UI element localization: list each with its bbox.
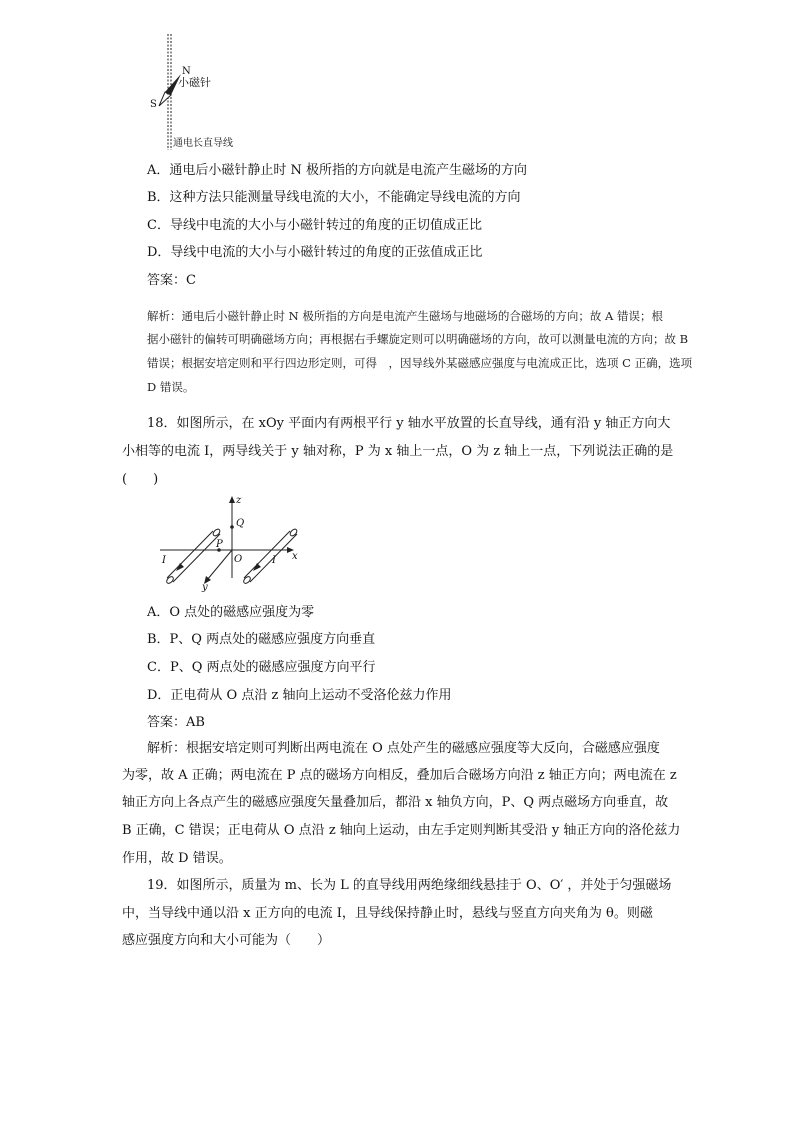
q18-option-d: D．正电荷从 O 点沿 z 轴向上运动不受洛伦兹力作用: [147, 688, 452, 703]
label-o: O: [234, 554, 243, 565]
left-wire-edge-2: [173, 534, 220, 582]
right-wire-top-end: [289, 528, 298, 537]
q18-analysis-line-3: 轴正方向上各点产生的磁感应强度矢量叠加后，都沿 x 轴负方向，P、Q 两点磁场方向垂直，故: [122, 795, 669, 810]
q19-stem-line-1: 19．如图所示，质量为 m、长为 L 的直导线用两绝缘细线悬挂于 O、O′ ，并处于匀强磁场: [147, 878, 672, 893]
q18-analysis-line-4: B 正确，C 错误；正电荷从 O 点沿 z 轴向上运动，由左手定则判断其受沿 y 轴正方向的洛伦兹力: [122, 823, 681, 838]
q17-option-b: B．这种方法只能测量导线电流的大小，不能确定导线电流的方向: [147, 190, 521, 205]
label-s: S: [150, 99, 157, 110]
q18-analysis-line-5: 作用，故 D 错误。: [122, 851, 232, 866]
z-arrow: [229, 496, 235, 503]
q19-stem-line-2: 中，当导线中通以沿 x 正方向的电流 I，且导线保持静止时，悬线与竖直方向夹角为 θ。则磁: [122, 906, 653, 921]
label-wire: 通电长直导线: [173, 138, 233, 149]
left-wire-bottom-end: [165, 575, 174, 584]
q17-option-a: A．通电后小磁针静止时 N 极所指的方向就是电流产生磁场的方向: [147, 163, 528, 178]
label-y: y: [202, 582, 208, 593]
right-wire-bottom-end: [242, 575, 251, 584]
q17-answer: 答案：C: [147, 273, 196, 288]
point-q: [230, 525, 234, 529]
q18-stem-line-1: 18．如图所示，在 xOy 平面内有两根平行 y 轴水平放置的长直导线，通有沿 y 轴正方向大: [147, 416, 671, 431]
q18-analysis-line-2: 为零，故 A 正确；两电流在 P 点的磁场方向相反，叠加后合磁场方向沿 z 轴正方向；两电流在 z: [122, 768, 677, 783]
q18-option-b: B．P、Q 两点处的磁感应强度方向垂直: [147, 632, 376, 647]
left-wire-top-end: [212, 528, 221, 537]
q17-analysis-line-1: 解析：通电后小磁针静止时 N 极所指的方向是电流产生磁场与地磁场的合磁场的方向；故 A 错误；根: [147, 309, 663, 323]
q18-answer: 答案：AB: [147, 715, 205, 730]
q17-analysis-line-4: D 错误。: [147, 380, 195, 394]
q17-analysis-line-3: 错误；根据安培定则和平行四边形定则，可得 ，因导线外某磁感应强度与电流成正比，选项 C 正确，选项: [147, 356, 693, 370]
label-p: P: [216, 539, 223, 550]
label-i-left: I: [162, 555, 166, 566]
q17-option-d: D．导线中电流的大小与小磁针转过的角度的正弦值成正比: [147, 245, 483, 260]
q18-stem-line-3: ( ): [122, 472, 159, 487]
q18-stem-line-2: 小相等的电流 I，两导线关于 y 轴对称，P 为 x 轴上一点，O 为 z 轴上一点，下列说法正确的是: [122, 444, 674, 459]
q19-stem-line-3: 感应强度方向和大小可能为（ ）: [122, 933, 331, 948]
q17-option-c: C．导线中电流的大小与小磁针转过的角度的正切值成正比: [147, 218, 482, 233]
left-wire-edge-1: [167, 531, 213, 578]
y-axis: [207, 550, 232, 580]
right-wire-edge-1: [244, 531, 290, 578]
label-x: x: [292, 551, 298, 562]
q18-analysis-line-1: 解析：根据安培定则可判断出两电流在 O 点处产生的磁感应强度等大反向，合磁感应强度: [147, 741, 660, 756]
label-n: N: [182, 66, 191, 77]
label-q: Q: [236, 518, 245, 529]
label-needle: 小磁针: [178, 76, 211, 89]
q18-option-c: C．P、Q 两点处的磁感应强度方向平行: [147, 660, 376, 675]
q17-analysis-line-2: 据小磁针的偏转可明确磁场方向；再根据右手螺旋定则可以明确磁场的方向，故可以测量电流的方向；故 B: [147, 332, 689, 346]
label-z: z: [236, 495, 242, 506]
q18-option-a: A．O 点处的磁感应强度为零: [147, 605, 315, 620]
label-i-right: I: [272, 555, 276, 566]
